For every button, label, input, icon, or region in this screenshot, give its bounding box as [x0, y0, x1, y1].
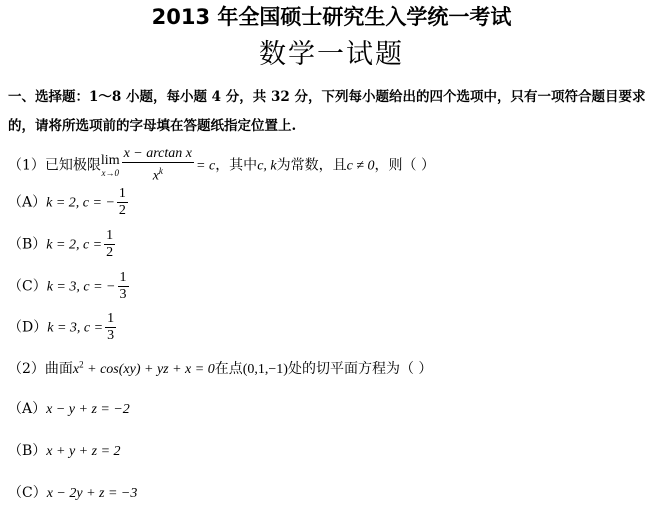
q1-option-b[interactable] — [8, 228, 117, 261]
q1-suffix: ，其中 — [215, 157, 258, 174]
option-den: 2 — [118, 203, 126, 218]
q1-rhs: = c — [196, 158, 216, 174]
q2-option-c[interactable] — [8, 482, 137, 502]
q2-prefix: （2）曲面 — [8, 361, 73, 377]
option-fraction — [105, 311, 116, 344]
q1-prefix: （1）已知极限 — [8, 157, 101, 174]
option-expr: k = 3, c = − — [46, 279, 116, 295]
q1-option-c[interactable] — [8, 270, 131, 303]
option-fraction — [104, 228, 115, 261]
q2-option-b[interactable] — [8, 440, 121, 460]
q2-suffix: 处的切平面方程为（ ） — [287, 361, 433, 377]
question-1-stem — [8, 146, 435, 185]
option-fraction — [118, 270, 129, 303]
option-den: 3 — [107, 328, 115, 343]
option-label: （C） — [8, 278, 47, 295]
q2-option-a[interactable] — [8, 398, 130, 418]
q1-option-a[interactable] — [8, 186, 130, 219]
q1-suffix3: ，则（ ） — [374, 157, 435, 174]
option-den: 3 — [119, 287, 127, 302]
q1-cond: c ≠ 0 — [346, 158, 375, 174]
option-den: 2 — [106, 245, 114, 260]
q1-denominator — [122, 163, 194, 185]
option-label: （B） — [8, 236, 47, 253]
option-label: （A） — [8, 194, 47, 211]
q2-mid: 在点 — [214, 361, 243, 377]
option-expr: x + y + z = 2 — [46, 444, 121, 459]
q1-limit — [101, 153, 120, 178]
q1-fraction — [122, 146, 194, 185]
q1-den-exp: k — [158, 166, 163, 176]
option-label: （B） — [8, 443, 47, 459]
option-expr: x − y + z = −2 — [46, 402, 130, 417]
option-label: （A） — [8, 401, 47, 417]
exam-title: 2013 年全国硕士研究生入学统一考试 — [151, 5, 512, 29]
q2-eq-exp: 2 — [79, 359, 84, 370]
q1-den-base: x — [152, 168, 159, 184]
option-expr: k = 2, c = — [46, 237, 103, 253]
option-label: （C） — [8, 485, 47, 501]
question-2-stem — [8, 358, 432, 378]
option-num: 1 — [107, 311, 115, 326]
q1-vars: c, k — [257, 158, 277, 174]
q2-eq-b: + cos(xy) + yz + x = 0 — [83, 362, 215, 377]
q2-eq-a: x — [72, 362, 80, 377]
q1-suffix2: 为常数，且 — [276, 157, 347, 174]
q1-numerator: x − arctan x — [123, 146, 193, 161]
q1-lim-sub: x→0 — [101, 167, 119, 178]
exam-subtitle: 数学一试题 — [259, 39, 404, 70]
section-instructions: 一、选择题：1～8 小题，每小题 4 分，共 32 分，下列每小题给出的四个选项中，只有一项符合题目要求的，请将所选项前的字母填在答题纸指定位置上. — [8, 89, 646, 134]
option-num: 1 — [106, 228, 114, 243]
q1-lim-word: lim — [100, 152, 120, 168]
option-fraction — [117, 186, 128, 219]
option-label: （D） — [8, 319, 48, 336]
option-num: 1 — [118, 186, 126, 201]
option-num: 1 — [119, 270, 127, 285]
option-expr: k = 2, c = − — [46, 195, 115, 211]
q1-option-d[interactable] — [8, 311, 118, 344]
option-expr: k = 3, c = — [47, 320, 104, 336]
q2-point: (0,1,−1) — [242, 362, 288, 377]
option-expr: x − 2y + z = −3 — [46, 486, 138, 501]
